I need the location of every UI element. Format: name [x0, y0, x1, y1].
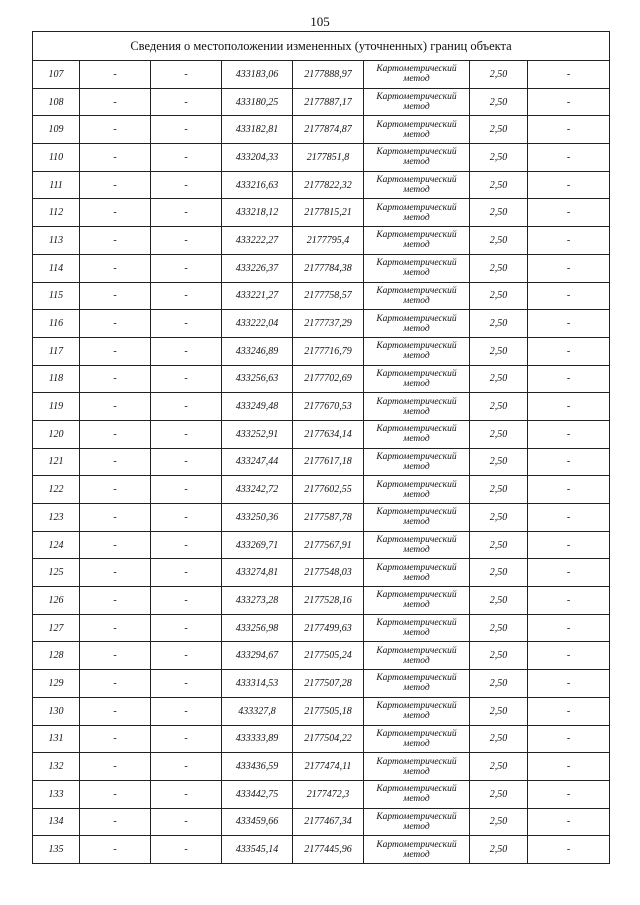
point-number-cell: 128 — [33, 642, 80, 670]
y-coordinate-cell: 2177499,63 — [293, 614, 364, 642]
y-coordinate-cell: 2177507,28 — [293, 670, 364, 698]
empty-value-cell: - — [80, 836, 151, 864]
table-body — [33, 61, 610, 864]
empty-value-cell: - — [151, 337, 222, 365]
table-row — [33, 448, 610, 476]
y-coordinate-cell: 2177716,79 — [293, 337, 364, 365]
empty-value-cell: - — [151, 836, 222, 864]
empty-value-cell: - — [151, 199, 222, 227]
empty-value-cell: - — [528, 808, 610, 836]
empty-value-cell: - — [80, 61, 151, 89]
method-cell: Картометрический метод — [364, 310, 470, 338]
y-coordinate-cell: 2177445,96 — [293, 836, 364, 864]
accuracy-cell: 2,50 — [470, 504, 528, 532]
accuracy-cell: 2,50 — [470, 448, 528, 476]
method-cell: Картометрический метод — [364, 448, 470, 476]
empty-value-cell: - — [151, 531, 222, 559]
accuracy-cell: 2,50 — [470, 365, 528, 393]
x-coordinate-cell: 433216,63 — [222, 171, 293, 199]
empty-value-cell: - — [151, 254, 222, 282]
point-number-cell: 119 — [33, 393, 80, 421]
table-row — [33, 642, 610, 670]
x-coordinate-cell: 433222,27 — [222, 227, 293, 255]
boundary-coordinates-table — [32, 31, 610, 864]
empty-value-cell: - — [151, 780, 222, 808]
accuracy-cell: 2,50 — [470, 531, 528, 559]
y-coordinate-cell: 2177504,22 — [293, 725, 364, 753]
accuracy-cell: 2,50 — [470, 310, 528, 338]
empty-value-cell: - — [80, 254, 151, 282]
method-cell: Картометрический метод — [364, 365, 470, 393]
empty-value-cell: - — [151, 808, 222, 836]
table-row — [33, 559, 610, 587]
x-coordinate-cell: 433274,81 — [222, 559, 293, 587]
x-coordinate-cell: 433273,28 — [222, 587, 293, 615]
y-coordinate-cell: 2177467,34 — [293, 808, 364, 836]
method-cell: Картометрический метод — [364, 199, 470, 227]
empty-value-cell: - — [80, 780, 151, 808]
accuracy-cell: 2,50 — [470, 559, 528, 587]
y-coordinate-cell: 2177887,17 — [293, 88, 364, 116]
empty-value-cell: - — [528, 393, 610, 421]
method-cell: Картометрический метод — [364, 725, 470, 753]
empty-value-cell: - — [528, 587, 610, 615]
point-number-cell: 121 — [33, 448, 80, 476]
empty-value-cell: - — [80, 144, 151, 172]
table-row — [33, 697, 610, 725]
point-number-cell: 129 — [33, 670, 80, 698]
point-number-cell: 115 — [33, 282, 80, 310]
y-coordinate-cell: 2177702,69 — [293, 365, 364, 393]
empty-value-cell: - — [151, 282, 222, 310]
empty-value-cell: - — [151, 227, 222, 255]
y-coordinate-cell: 2177567,91 — [293, 531, 364, 559]
method-cell: Картометрический метод — [364, 476, 470, 504]
y-coordinate-cell: 2177548,03 — [293, 559, 364, 587]
table-row — [33, 476, 610, 504]
empty-value-cell: - — [80, 587, 151, 615]
method-cell: Картометрический метод — [364, 780, 470, 808]
point-number-cell: 130 — [33, 697, 80, 725]
empty-value-cell: - — [151, 670, 222, 698]
empty-value-cell: - — [80, 670, 151, 698]
empty-value-cell: - — [528, 697, 610, 725]
x-coordinate-cell: 433246,89 — [222, 337, 293, 365]
x-coordinate-cell: 433327,8 — [222, 697, 293, 725]
empty-value-cell: - — [528, 310, 610, 338]
empty-value-cell: - — [80, 393, 151, 421]
method-cell: Картометрический метод — [364, 227, 470, 255]
empty-value-cell: - — [528, 753, 610, 781]
empty-value-cell: - — [151, 171, 222, 199]
x-coordinate-cell: 433249,48 — [222, 393, 293, 421]
empty-value-cell: - — [528, 61, 610, 89]
empty-value-cell: - — [528, 780, 610, 808]
empty-value-cell: - — [528, 144, 610, 172]
empty-value-cell: - — [80, 88, 151, 116]
x-coordinate-cell: 433436,59 — [222, 753, 293, 781]
empty-value-cell: - — [151, 697, 222, 725]
accuracy-cell: 2,50 — [470, 614, 528, 642]
empty-value-cell: - — [528, 836, 610, 864]
method-cell: Картометрический метод — [364, 642, 470, 670]
empty-value-cell: - — [80, 337, 151, 365]
empty-value-cell: - — [528, 642, 610, 670]
point-number-cell: 133 — [33, 780, 80, 808]
table-row — [33, 227, 610, 255]
empty-value-cell: - — [528, 282, 610, 310]
empty-value-cell: - — [151, 310, 222, 338]
empty-value-cell: - — [80, 227, 151, 255]
y-coordinate-cell: 2177505,18 — [293, 697, 364, 725]
accuracy-cell: 2,50 — [470, 88, 528, 116]
empty-value-cell: - — [151, 448, 222, 476]
x-coordinate-cell: 433442,75 — [222, 780, 293, 808]
empty-value-cell: - — [528, 116, 610, 144]
table-row — [33, 310, 610, 338]
accuracy-cell: 2,50 — [470, 587, 528, 615]
method-cell: Картометрический метод — [364, 88, 470, 116]
empty-value-cell: - — [80, 559, 151, 587]
accuracy-cell: 2,50 — [470, 171, 528, 199]
y-coordinate-cell: 2177505,24 — [293, 642, 364, 670]
point-number-cell: 110 — [33, 144, 80, 172]
empty-value-cell: - — [80, 199, 151, 227]
empty-value-cell: - — [151, 642, 222, 670]
method-cell: Картометрический метод — [364, 670, 470, 698]
empty-value-cell: - — [151, 725, 222, 753]
x-coordinate-cell: 433459,66 — [222, 808, 293, 836]
x-coordinate-cell: 433204,33 — [222, 144, 293, 172]
point-number-cell: 122 — [33, 476, 80, 504]
y-coordinate-cell: 2177472,3 — [293, 780, 364, 808]
y-coordinate-cell: 2177670,53 — [293, 393, 364, 421]
method-cell: Картометрический метод — [364, 337, 470, 365]
y-coordinate-cell: 2177587,78 — [293, 504, 364, 532]
accuracy-cell: 2,50 — [470, 282, 528, 310]
empty-value-cell: - — [80, 753, 151, 781]
y-coordinate-cell: 2177822,32 — [293, 171, 364, 199]
method-cell: Картометрический метод — [364, 171, 470, 199]
method-cell: Картометрический метод — [364, 61, 470, 89]
empty-value-cell: - — [528, 476, 610, 504]
method-cell: Картометрический метод — [364, 393, 470, 421]
accuracy-cell: 2,50 — [470, 393, 528, 421]
empty-value-cell: - — [151, 476, 222, 504]
accuracy-cell: 2,50 — [470, 780, 528, 808]
empty-value-cell: - — [80, 365, 151, 393]
table-row — [33, 61, 610, 89]
empty-value-cell: - — [528, 531, 610, 559]
empty-value-cell: - — [80, 697, 151, 725]
empty-value-cell: - — [80, 420, 151, 448]
accuracy-cell: 2,50 — [470, 670, 528, 698]
empty-value-cell: - — [528, 337, 610, 365]
empty-value-cell: - — [151, 144, 222, 172]
table-row — [33, 199, 610, 227]
empty-value-cell: - — [151, 559, 222, 587]
x-coordinate-cell: 433545,14 — [222, 836, 293, 864]
page-number: 105 — [310, 14, 330, 29]
table-row — [33, 337, 610, 365]
method-cell: Картометрический метод — [364, 836, 470, 864]
x-coordinate-cell: 433222,04 — [222, 310, 293, 338]
accuracy-cell: 2,50 — [470, 642, 528, 670]
table-row — [33, 365, 610, 393]
point-number-cell: 118 — [33, 365, 80, 393]
x-coordinate-cell: 433333,89 — [222, 725, 293, 753]
empty-value-cell: - — [528, 365, 610, 393]
x-coordinate-cell: 433247,44 — [222, 448, 293, 476]
x-coordinate-cell: 433221,27 — [222, 282, 293, 310]
empty-value-cell: - — [80, 171, 151, 199]
accuracy-cell: 2,50 — [470, 254, 528, 282]
x-coordinate-cell: 433250,36 — [222, 504, 293, 532]
empty-value-cell: - — [80, 282, 151, 310]
point-number-cell: 131 — [33, 725, 80, 753]
x-coordinate-cell: 433183,06 — [222, 61, 293, 89]
method-cell: Картометрический метод — [364, 254, 470, 282]
point-number-cell: 127 — [33, 614, 80, 642]
x-coordinate-cell: 433256,63 — [222, 365, 293, 393]
empty-value-cell: - — [151, 393, 222, 421]
empty-value-cell: - — [80, 116, 151, 144]
table-row — [33, 282, 610, 310]
empty-value-cell: - — [528, 670, 610, 698]
x-coordinate-cell: 433218,12 — [222, 199, 293, 227]
point-number-cell: 125 — [33, 559, 80, 587]
empty-value-cell: - — [80, 614, 151, 642]
table-row — [33, 531, 610, 559]
x-coordinate-cell: 433252,91 — [222, 420, 293, 448]
table-caption: Сведения о местоположении измененных (уточненных) границ объекта — [33, 32, 610, 61]
method-cell: Картометрический метод — [364, 531, 470, 559]
y-coordinate-cell: 2177795,4 — [293, 227, 364, 255]
point-number-cell: 117 — [33, 337, 80, 365]
empty-value-cell: - — [80, 725, 151, 753]
empty-value-cell: - — [80, 310, 151, 338]
table-row — [33, 753, 610, 781]
point-number-cell: 126 — [33, 587, 80, 615]
x-coordinate-cell: 433180,25 — [222, 88, 293, 116]
empty-value-cell: - — [151, 614, 222, 642]
y-coordinate-cell: 2177851,8 — [293, 144, 364, 172]
empty-value-cell: - — [151, 116, 222, 144]
method-cell: Картометрический метод — [364, 808, 470, 836]
empty-value-cell: - — [528, 725, 610, 753]
point-number-cell: 124 — [33, 531, 80, 559]
y-coordinate-cell: 2177758,57 — [293, 282, 364, 310]
table-row — [33, 393, 610, 421]
point-number-cell: 113 — [33, 227, 80, 255]
y-coordinate-cell: 2177815,21 — [293, 199, 364, 227]
empty-value-cell: - — [80, 642, 151, 670]
method-cell: Картометрический метод — [364, 753, 470, 781]
x-coordinate-cell: 433226,37 — [222, 254, 293, 282]
point-number-cell: 120 — [33, 420, 80, 448]
empty-value-cell: - — [528, 254, 610, 282]
method-cell: Картометрический метод — [364, 697, 470, 725]
table-row — [33, 144, 610, 172]
accuracy-cell: 2,50 — [470, 697, 528, 725]
table-row — [33, 420, 610, 448]
accuracy-cell: 2,50 — [470, 476, 528, 504]
point-number-cell: 109 — [33, 116, 80, 144]
accuracy-cell: 2,50 — [470, 420, 528, 448]
table-row — [33, 614, 610, 642]
table-row — [33, 808, 610, 836]
y-coordinate-cell: 2177874,87 — [293, 116, 364, 144]
method-cell: Картометрический метод — [364, 614, 470, 642]
y-coordinate-cell: 2177528,16 — [293, 587, 364, 615]
empty-value-cell: - — [151, 365, 222, 393]
x-coordinate-cell: 433242,72 — [222, 476, 293, 504]
point-number-cell: 132 — [33, 753, 80, 781]
empty-value-cell: - — [151, 753, 222, 781]
method-cell: Картометрический метод — [364, 282, 470, 310]
method-cell: Картометрический метод — [364, 587, 470, 615]
point-number-cell: 123 — [33, 504, 80, 532]
empty-value-cell: - — [528, 559, 610, 587]
point-number-cell: 114 — [33, 254, 80, 282]
y-coordinate-cell: 2177602,55 — [293, 476, 364, 504]
y-coordinate-cell: 2177737,29 — [293, 310, 364, 338]
point-number-cell: 112 — [33, 199, 80, 227]
empty-value-cell: - — [151, 88, 222, 116]
method-cell: Картометрический метод — [364, 504, 470, 532]
table-row — [33, 587, 610, 615]
empty-value-cell: - — [80, 448, 151, 476]
empty-value-cell: - — [528, 614, 610, 642]
accuracy-cell: 2,50 — [470, 337, 528, 365]
empty-value-cell: - — [528, 504, 610, 532]
x-coordinate-cell: 433314,53 — [222, 670, 293, 698]
y-coordinate-cell: 2177617,18 — [293, 448, 364, 476]
empty-value-cell: - — [528, 199, 610, 227]
method-cell: Картометрический метод — [364, 144, 470, 172]
y-coordinate-cell: 2177634,14 — [293, 420, 364, 448]
empty-value-cell: - — [528, 171, 610, 199]
accuracy-cell: 2,50 — [470, 61, 528, 89]
empty-value-cell: - — [528, 420, 610, 448]
accuracy-cell: 2,50 — [470, 116, 528, 144]
y-coordinate-cell: 2177474,11 — [293, 753, 364, 781]
y-coordinate-cell: 2177784,38 — [293, 254, 364, 282]
empty-value-cell: - — [528, 227, 610, 255]
empty-value-cell: - — [151, 61, 222, 89]
point-number-cell: 108 — [33, 88, 80, 116]
point-number-cell: 134 — [33, 808, 80, 836]
table-row — [33, 171, 610, 199]
x-coordinate-cell: 433256,98 — [222, 614, 293, 642]
x-coordinate-cell: 433269,71 — [222, 531, 293, 559]
empty-value-cell: - — [80, 504, 151, 532]
accuracy-cell: 2,50 — [470, 725, 528, 753]
method-cell: Картометрический метод — [364, 559, 470, 587]
x-coordinate-cell: 433294,67 — [222, 642, 293, 670]
empty-value-cell: - — [528, 448, 610, 476]
accuracy-cell: 2,50 — [470, 808, 528, 836]
accuracy-cell: 2,50 — [470, 199, 528, 227]
method-cell: Картометрический метод — [364, 420, 470, 448]
y-coordinate-cell: 2177888,97 — [293, 61, 364, 89]
accuracy-cell: 2,50 — [470, 836, 528, 864]
accuracy-cell: 2,50 — [470, 227, 528, 255]
table-row — [33, 504, 610, 532]
point-number-cell: 116 — [33, 310, 80, 338]
x-coordinate-cell: 433182,81 — [222, 116, 293, 144]
empty-value-cell: - — [528, 88, 610, 116]
table-row — [33, 725, 610, 753]
point-number-cell: 135 — [33, 836, 80, 864]
table-row — [33, 780, 610, 808]
empty-value-cell: - — [80, 808, 151, 836]
accuracy-cell: 2,50 — [470, 144, 528, 172]
table-row — [33, 88, 610, 116]
table-row — [33, 836, 610, 864]
point-number-cell: 111 — [33, 171, 80, 199]
table-row — [33, 254, 610, 282]
method-cell: Картометрический метод — [364, 116, 470, 144]
empty-value-cell: - — [151, 587, 222, 615]
table-row — [33, 116, 610, 144]
table-row — [33, 670, 610, 698]
empty-value-cell: - — [80, 476, 151, 504]
point-number-cell: 107 — [33, 61, 80, 89]
accuracy-cell: 2,50 — [470, 753, 528, 781]
empty-value-cell: - — [151, 504, 222, 532]
empty-value-cell: - — [80, 531, 151, 559]
empty-value-cell: - — [151, 420, 222, 448]
